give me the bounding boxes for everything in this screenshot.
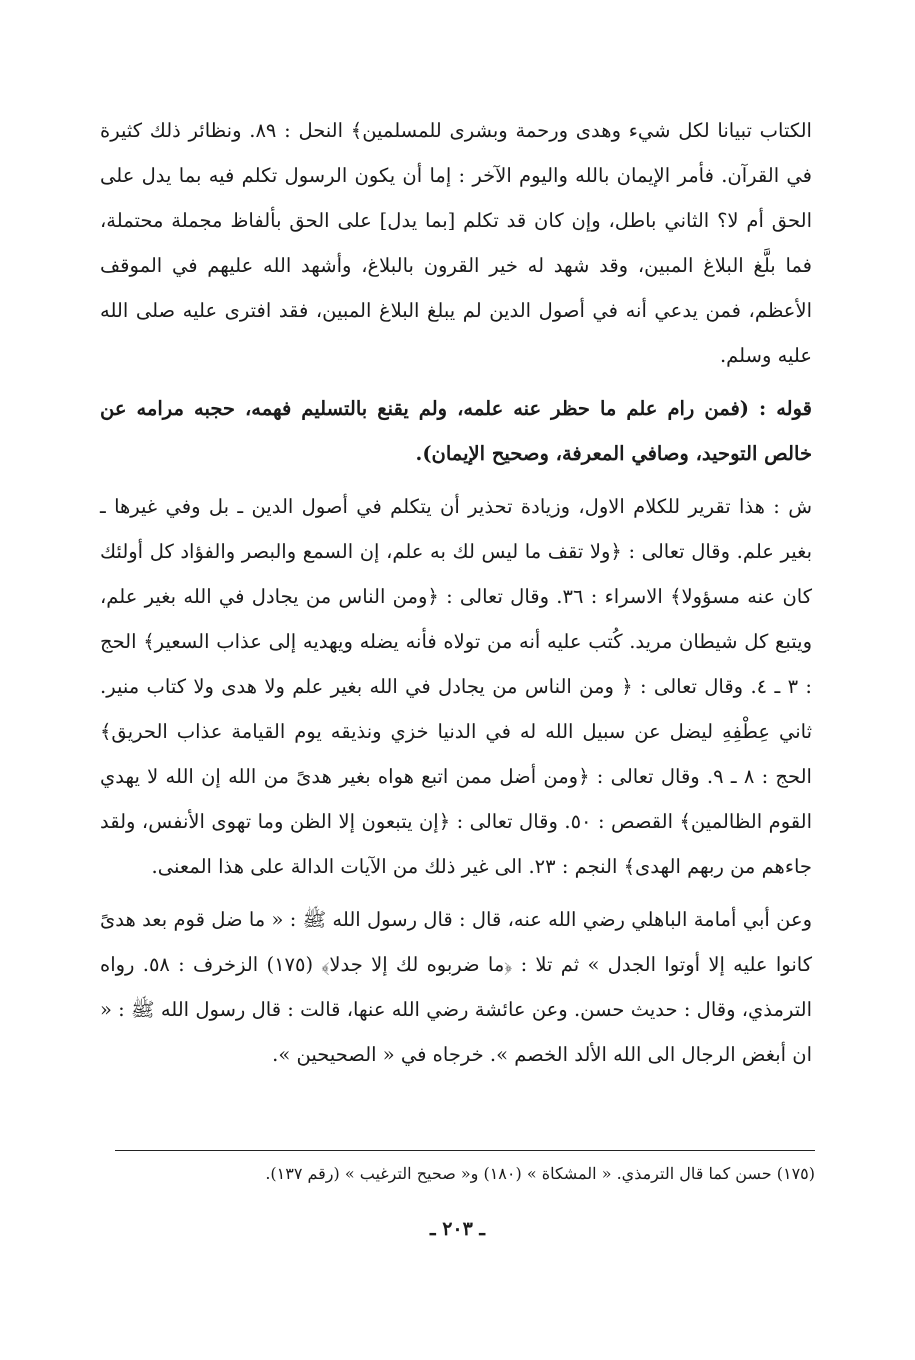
paragraph-explanation: ش : هذا تقرير للكلام الاول، وزيادة تحذير أن يتكلم في أصول الدين ـ بل وفي غيرها ـ بغير علم. وقال تعالى : ﴿ولا تقف ما ليس لك به علم، إن السمع والبصر والفؤاد كل أولئك كان عنه مسؤولا﴾ الاسراء : ٣٦. وقال تعالى : ﴿ومن الناس من يجادل في الله بغير علم، ويتبع كل شيطان مريد. كُتب عليه أنه من تولاه فأنه يضله ويهديه إلى عذاب السعير﴾ الحج : ٣ ـ ٤. وقال تعالى : ﴿ ومن الناس من يجادل في الله بغير علم ولا هدى ولا كتاب منير. ثاني عِطْفِهِ ليضل عن سبيل الله له في الدنيا خزي ونذيقه يوم القيامة عذاب الحريق﴾ الحج : ٨ ـ ٩. وقال تعالى : ﴿ومن أضل ممن اتبع هواه بغير هدىً من الله إن الله لا يهدي القوم الظالمين﴾ القصص : ٥٠. وقال تعالى : ﴿إن يتبعون إلا الظن وما تهوى الأنفس، ولقد جاءهم من ربهم الهدى﴾ النجم : ٢٣. الى غير ذلك من الآيات الدالة على هذا المعنى.: [100, 495, 813, 878]
paragraph-commentary-intro: الكتاب تبيانا لكل شيء وهدى ورحمة وبشرى للمسلمين﴾ النحل : ٨٩. ونظائر ذلك كثيرة في القرآن. فأمر الإيمان بالله واليوم الآخر : إما أن يكون الرسول تكلم فيه بما يدل على الحق أم لا؟ الثاني باطل، وإن كان قد تكلم [بما يدل] على الحق بألفاظ مجملة محتملة، فما بلَّغ البلاغ المبين، وقد شهد له خير القرون بالبلاغ، وأشهد الله عليهم في الموقف الأعظم، فمن يدعي أنه في أصول الدين لم يبلغ البلاغ المبين، فقد افترى عليه صلى الله عليه وسلم.: [100, 119, 812, 367]
paragraph-quoted-text: قوله : (فمن رام علم ما حظر عنه علمه، ولم يقنع بالتسليم فهمه، حجبه مرامه عن خالص التوحيد، وصافي المعرفة، وصحيح الإيمان).: [100, 397, 812, 465]
footnote-divider: [115, 1150, 815, 1151]
paragraph-hadith: وعن أبي أمامة الباهلي رضي الله عنه، قال : قال رسول الله ﷺ : « ما ضل قوم بعد هدىً كانوا عليه إلا أوتوا الجدل » ثم تلا : ﴿ما ضربوه لك إلا جدلا﴾ (١٧٥) الزخرف : ٥٨. رواه الترمذي، وقال : حديث حسن. وعن عائشة رضي الله عنها، قالت : قال رسول الله ﷺ : « ان أبغض الرجال الى الله الألد الخصم ». خرجاه في « الصحيحين ».: [100, 908, 812, 1066]
page-number: ـ ٢٠٣ ـ: [430, 1218, 485, 1240]
page-body: [100, 108, 812, 1077]
footnote: (١٧٥) حسن كما قال الترمذي. « المشكاة » (١٨٠) و« صحيح الترغيب » (رقم ١٣٧).: [265, 1164, 815, 1183]
